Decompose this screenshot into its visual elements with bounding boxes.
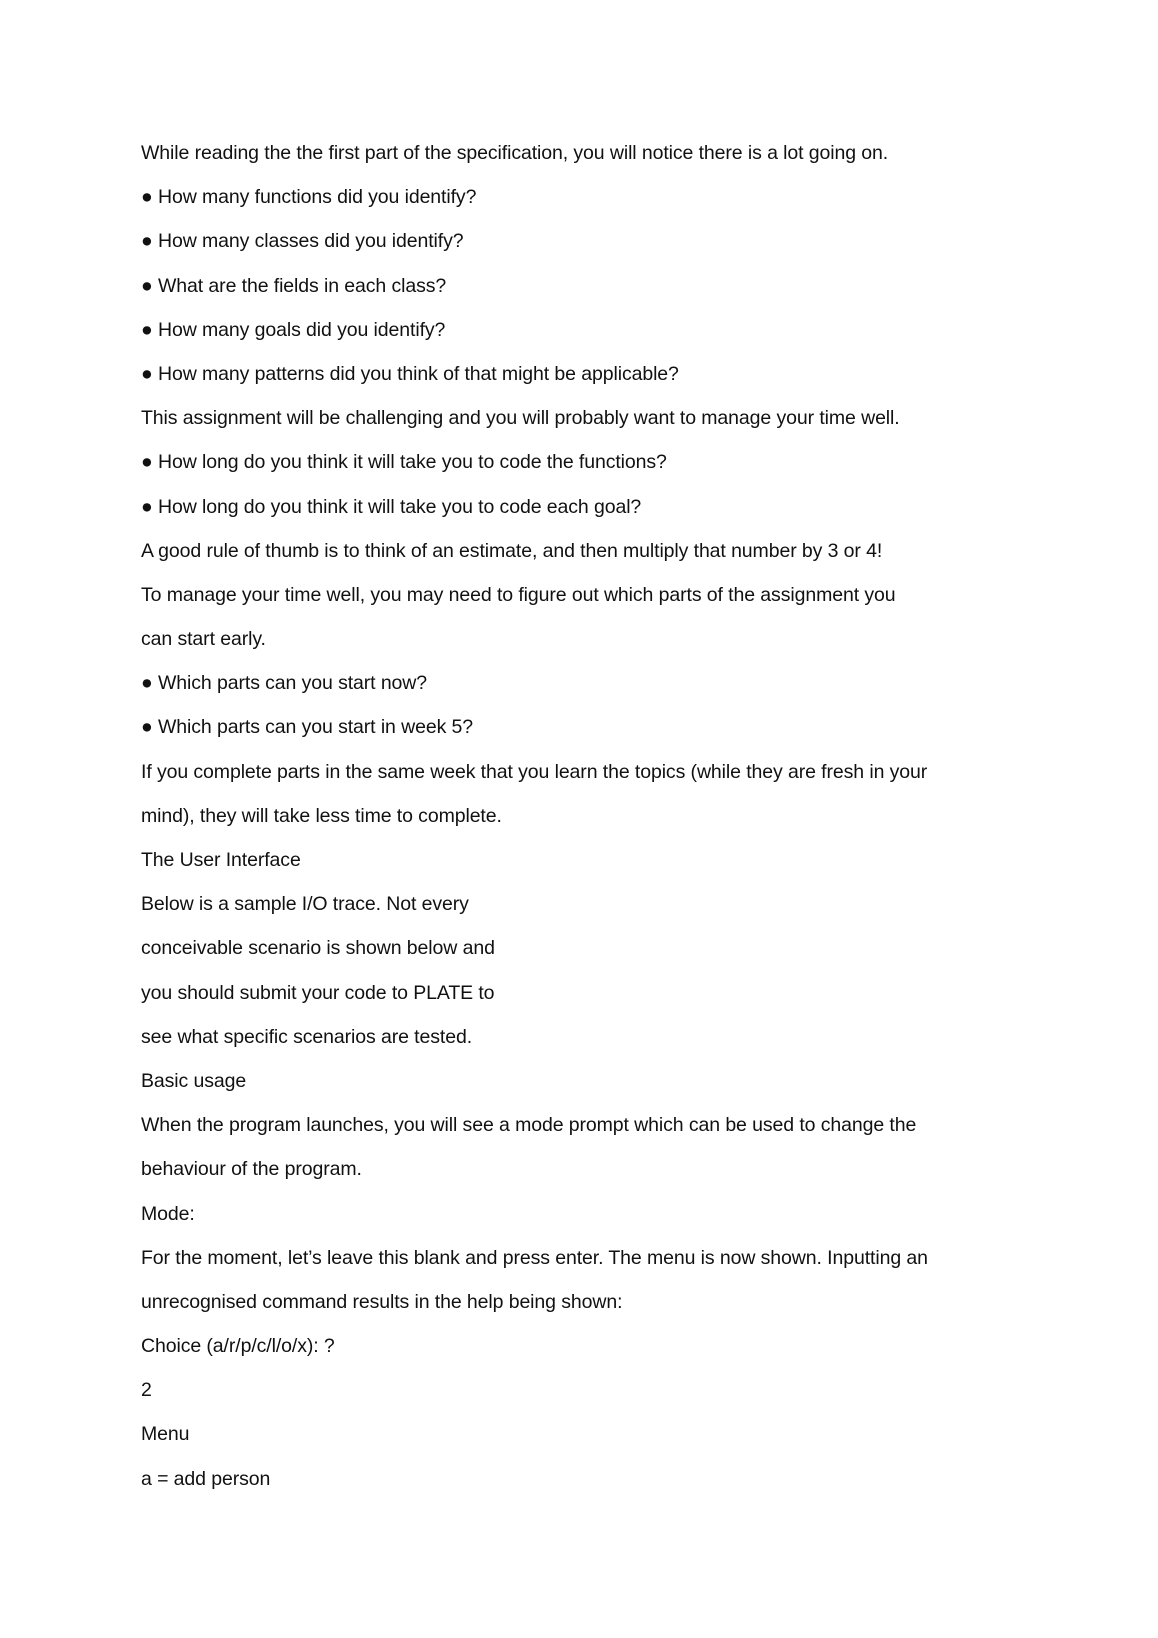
- heading-basic-usage: Basic usage: [141, 1069, 247, 1092]
- complete-parts-line-1: If you complete parts in the same week that you learn the topics (while they are fresh in your: [141, 760, 928, 783]
- bullet-start-now: ● Which parts can you start now?: [141, 672, 428, 695]
- bullet-start-week5: ● Which parts can you start in week 5?: [141, 716, 474, 739]
- time-paragraph: This assignment will be challenging and you will probably want to manage your time well.: [141, 407, 900, 430]
- io-trace-line-1: Below is a sample I/O trace. Not every: [141, 893, 469, 916]
- io-trace-line-2: conceivable scenario is shown below and: [141, 937, 495, 960]
- trace-value: 2: [141, 1379, 152, 1402]
- launch-line-1: When the program launches, you will see a mode prompt which can be used to change the: [141, 1114, 917, 1137]
- intro-paragraph: While reading the the first part of the specification, you will notice there is a lot going on.: [141, 142, 889, 164]
- rule-of-thumb: A good rule of thumb is to think of an estimate, and then multiply that number by 3 or 4!: [141, 539, 883, 562]
- bullet-fields: ● What are the fields in each class?: [141, 274, 447, 297]
- heading-user-interface: The User Interface: [141, 849, 301, 871]
- bullet-code-functions: ● How long do you think it will take you to code the functions?: [141, 451, 667, 474]
- complete-parts-line-2: mind), they will take less time to complete.: [141, 804, 502, 827]
- choice-prompt: Choice (a/r/p/c/l/o/x): ?: [141, 1335, 335, 1358]
- bullet-goals: ● How many goals did you identify?: [141, 318, 446, 341]
- manage-time-line-2: can start early.: [141, 628, 266, 651]
- manage-time-line-1: To manage your time well, you may need to figure out which parts of the assignment you: [141, 583, 896, 606]
- blank-line-2: unrecognised command results in the help being shown:: [141, 1290, 623, 1313]
- blank-line-1: For the moment, let’s leave this blank and press enter. The menu is now shown. Inputting an: [141, 1246, 928, 1269]
- menu-heading: Menu: [141, 1423, 190, 1446]
- io-trace-line-4: see what specific scenarios are tested.: [141, 1025, 473, 1048]
- menu-item-add-person: a = add person: [141, 1467, 271, 1490]
- mode-prompt: Mode:: [141, 1202, 195, 1225]
- bullet-patterns: ● How many patterns did you think of that might be applicable?: [141, 362, 679, 385]
- bullet-code-goal: ● How long do you think it will take you to code each goal?: [141, 495, 642, 518]
- document-body: [141, 138, 1021, 1508]
- launch-line-2: behaviour of the program.: [141, 1158, 362, 1181]
- io-trace-line-3: you should submit your code to PLATE to: [141, 981, 495, 1004]
- bullet-classes: ● How many classes did you identify?: [141, 230, 464, 253]
- bullet-functions: ● How many functions did you identify?: [141, 186, 477, 209]
